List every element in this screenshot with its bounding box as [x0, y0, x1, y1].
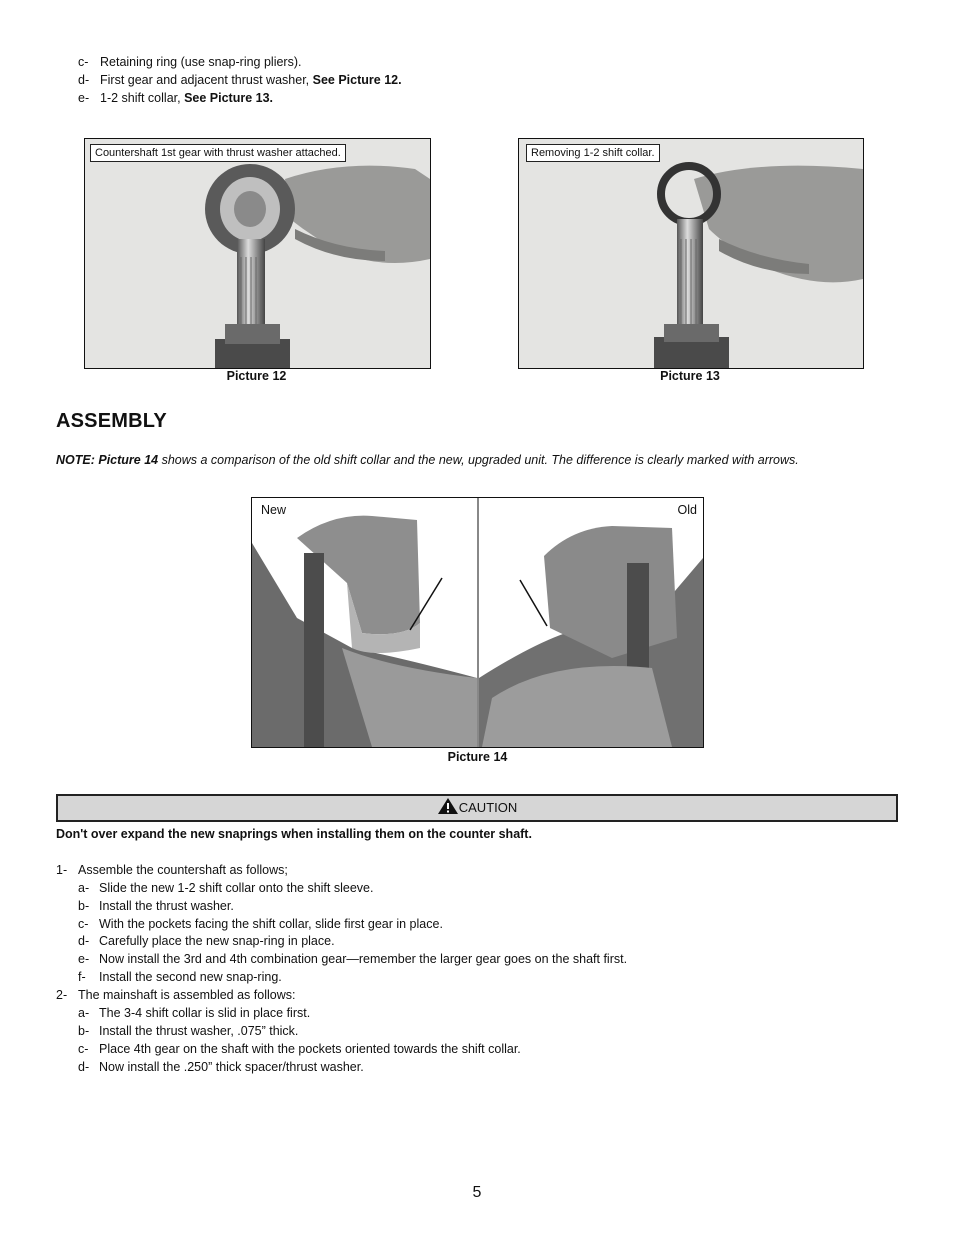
section-heading: ASSEMBLY	[56, 410, 167, 432]
step-1f: f- Install the second new snap-ring.	[78, 970, 282, 984]
step-1a: a- Slide the new 1-2 shift collar onto the shift sleeve.	[78, 881, 374, 895]
shaft-gear-illustration	[85, 139, 430, 368]
list-item-d: d- First gear and adjacent thrust washer, See Picture 12.	[78, 73, 402, 87]
note-prefix: NOTE: Picture 14	[56, 453, 159, 467]
step-2d: d- Now install the .250” thick spacer/thrust washer.	[78, 1060, 364, 1074]
note-paragraph: NOTE: Picture 14 shows a comparison of the old shift collar and the new, upgraded unit. The difference is clearly marked with arrows.	[56, 453, 799, 467]
step-1b: b- Install the thrust washer.	[78, 899, 234, 913]
list-item-c: c- Retaining ring (use snap-ring pliers).	[78, 55, 302, 69]
step-2: 2- The mainshaft is assembled as follows:	[56, 988, 296, 1002]
picture-12-tag: Countershaft 1st gear with thrust washer attached.	[90, 144, 346, 162]
picture-13-tag: Removing 1-2 shift collar.	[526, 144, 660, 162]
list-item-e: e- 1-2 shift collar, See Picture 13.	[78, 91, 274, 105]
caution-warning: Don't over expand the new snaprings when installing them on the counter shaft.	[56, 827, 532, 841]
step-2a: a- The 3-4 shift collar is slid in place first.	[78, 1006, 311, 1020]
shift-collar-comparison-illustration	[252, 498, 703, 747]
step-1e: e- Now install the 3rd and 4th combination gear—remember the larger gear goes on the shaft first.	[78, 952, 628, 966]
old-label: Old	[677, 503, 697, 517]
step-1d: d- Carefully place the new snap-ring in place.	[78, 934, 335, 948]
step-1c: c- With the pockets facing the shift collar, slide first gear in place.	[78, 917, 443, 931]
caution-box	[56, 794, 898, 822]
page-number: 5	[472, 1184, 482, 1201]
picture-12-caption: Picture 12	[226, 369, 287, 383]
picture-12-reference: See Picture 12.	[312, 73, 402, 87]
picture-14-photo	[251, 497, 704, 748]
step-2b: b- Install the thrust washer, .075” thick.	[78, 1024, 299, 1038]
new-label: New	[261, 503, 287, 517]
picture-13-photo	[518, 138, 864, 369]
collar-removal-illustration	[519, 139, 863, 368]
picture-13-reference: See Picture 13.	[184, 91, 274, 105]
picture-14-caption: Picture 14	[447, 750, 508, 764]
warning-icon	[437, 797, 459, 815]
step-2c: c- Place 4th gear on the shaft with the pockets oriented towards the shift collar.	[78, 1042, 521, 1056]
step-1: 1- Assemble the countershaft as follows;	[56, 863, 288, 877]
picture-12-photo	[84, 138, 431, 369]
picture-13-caption: Picture 13	[660, 369, 720, 383]
caution-label: CAUTION	[458, 800, 518, 815]
